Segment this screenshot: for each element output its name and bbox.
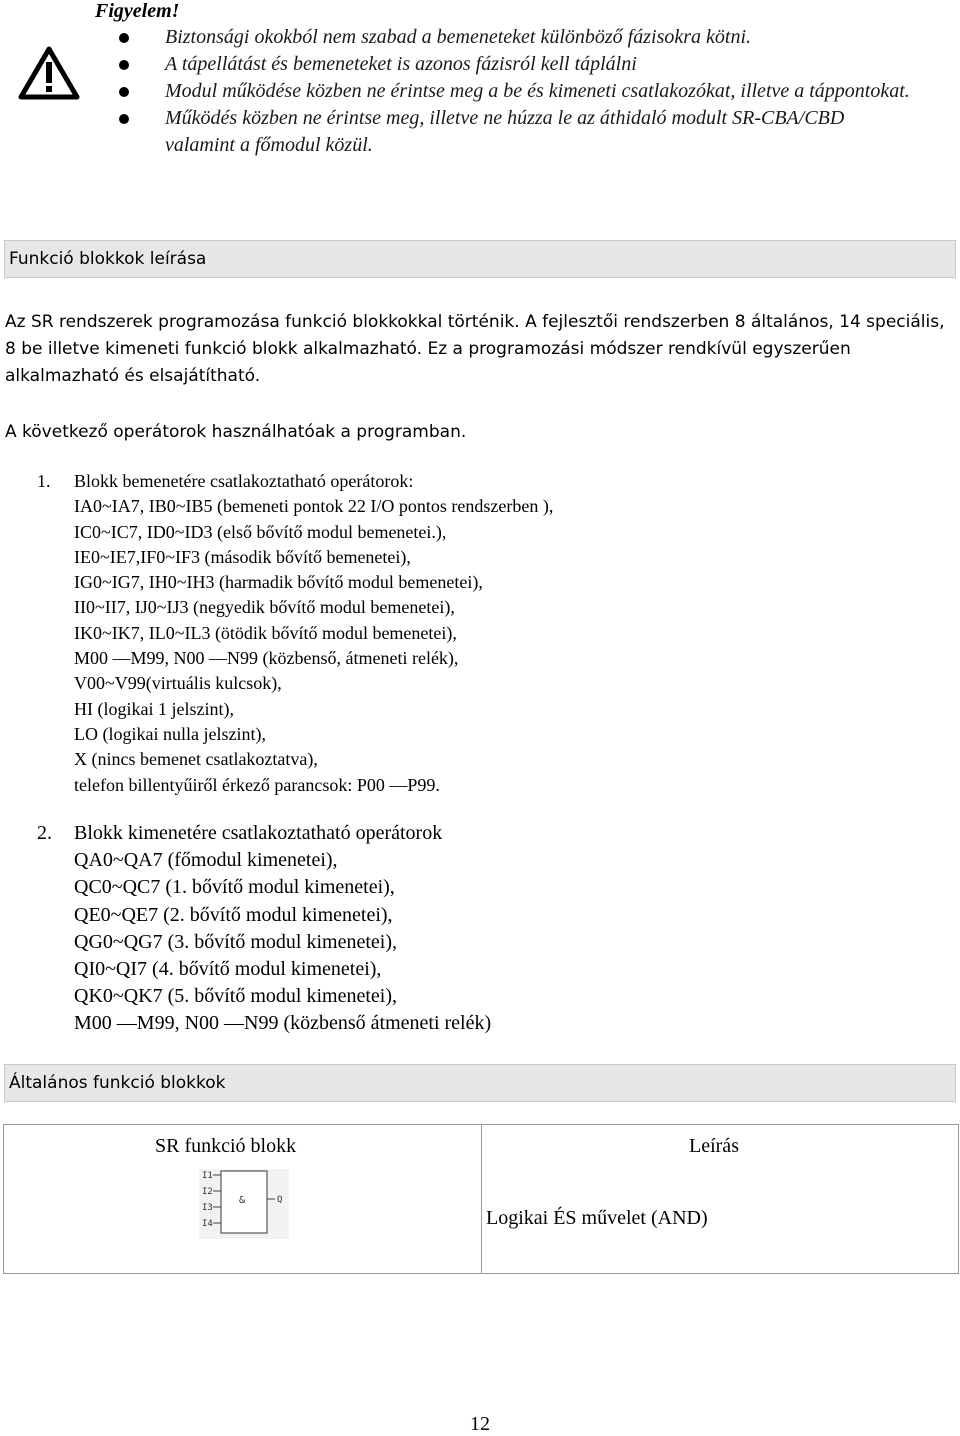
operators-intro: A következő operátorok használhatóak a programban. [5, 422, 467, 442]
list-line: IC0~IC7, ID0~ID3 (első bővítő modul bemenetei.), [74, 521, 447, 542]
list-line: X (nincs bemenet csatlakoztatva), [74, 749, 318, 770]
section-title: Általános funkció blokkok [9, 1073, 226, 1093]
warning-title: Figyelem! [95, 0, 180, 22]
block-input-label: I2 [202, 1187, 213, 1197]
list-line: QE0~QE7 (2. bővítő modul kimenetei), [74, 903, 393, 926]
list-line: LO (logikai nulla jelszint), [74, 723, 266, 744]
list-line: IE0~IE7,IF0~IF3 (második bővítő bemenetei), [74, 546, 411, 567]
list-line: IA0~IA7, IB0~IB5 (bemeneti pontok 22 I/O pontos rendszerben ), [74, 496, 554, 517]
block-output-label: Q [277, 1195, 283, 1205]
warning-item: Működés közben ne érintse meg, illetve ne húzza le az áthidaló modult SR-CBA/CBD valamint a főmodul közül. [113, 105, 943, 159]
list-line: QI0~QI7 (4. bővítő modul kimenetei), [74, 958, 382, 981]
list-line: telefon billentyűiről érkező parancsok: P00 —P99. [74, 774, 440, 795]
list-line: M00 —M99, N00 —N99 (közbenső átmeneti relék) [74, 1012, 492, 1035]
list-line: Blokk kimenetére csatlakoztatható operátorok [74, 822, 443, 844]
block-input-label: I4 [202, 1219, 213, 1229]
list-line: QC0~QC7 (1. bővítő modul kimenetei), [74, 876, 395, 899]
intro-paragraph: Az SR rendszerek programozása funkció blokkokkal történik. A fejlesztői rendszerben 8 általános, 14 speciális, 8 be illetve kimeneti funkció blokk alkalmazható. Ez a programozási módszer rendkívül egyszerűen alkalmazható és elsajátítható. [5, 312, 945, 386]
bullet-icon [119, 60, 129, 70]
warning-item: A tápellátást és bemeneteket is azonos fázisról kell táplálni [113, 51, 943, 78]
block-symbol: & [239, 1195, 246, 1206]
block-input-label: I1 [202, 1171, 213, 1181]
list-line: QK0~QK7 (5. bővítő modul kimenetei), [74, 985, 397, 1008]
section-header-function-blocks [4, 240, 956, 278]
list-line: QG0~QG7 (3. bővítő modul kimenetei), [74, 930, 397, 953]
list-line: QA0~QA7 (főmodul kimenetei), [74, 849, 338, 872]
warning-list [113, 24, 943, 159]
warning-item: Modul működése közben ne érintse meg a be és kimeneti csatlakozókat, illetve a táppontokat. [113, 78, 943, 105]
table-header-description: Leírás [689, 1135, 739, 1157]
table-divider [481, 1125, 482, 1273]
list-number: 1. [37, 471, 51, 491]
list-line: II0~II7, IJ0~IJ3 (negyedik bővítő modul bemenetei), [74, 597, 455, 618]
bullet-icon [119, 114, 129, 124]
list-line: IK0~IK7, IL0~IL3 (ötödik bővítő modul bemenetei), [74, 622, 457, 643]
list-line: IG0~IG7, IH0~IH3 (harmadik bővítő modul bemenetei), [74, 572, 483, 593]
warning-triangle-icon [18, 46, 80, 100]
section-title: Funkció blokkok leírása [9, 249, 207, 269]
and-gate-block-icon [199, 1169, 289, 1239]
list-line: HI (logikai 1 jelszint), [74, 698, 234, 719]
list-line: M00 —M99, N00 —N99 (közbenső, átmeneti relék), [74, 648, 459, 669]
bullet-icon [119, 87, 129, 97]
page-number: 12 [470, 1413, 490, 1435]
bullet-icon [119, 33, 129, 43]
function-block-table [3, 1124, 959, 1274]
block-description: Logikai ÉS művelet (AND) [486, 1207, 708, 1229]
list-number: 2. [37, 822, 52, 844]
section-header-general-blocks [4, 1064, 956, 1102]
warning-item: Biztonsági okokból nem szabad a bemeneteket különböző fázisokra kötni. [113, 24, 943, 51]
list-line: Blokk bemenetére csatlakoztatható operátorok: [74, 471, 414, 491]
block-input-label: I3 [202, 1203, 213, 1213]
list-line: V00~V99(virtuális kulcsok), [74, 673, 282, 694]
table-header-block: SR funkció blokk [155, 1135, 297, 1157]
